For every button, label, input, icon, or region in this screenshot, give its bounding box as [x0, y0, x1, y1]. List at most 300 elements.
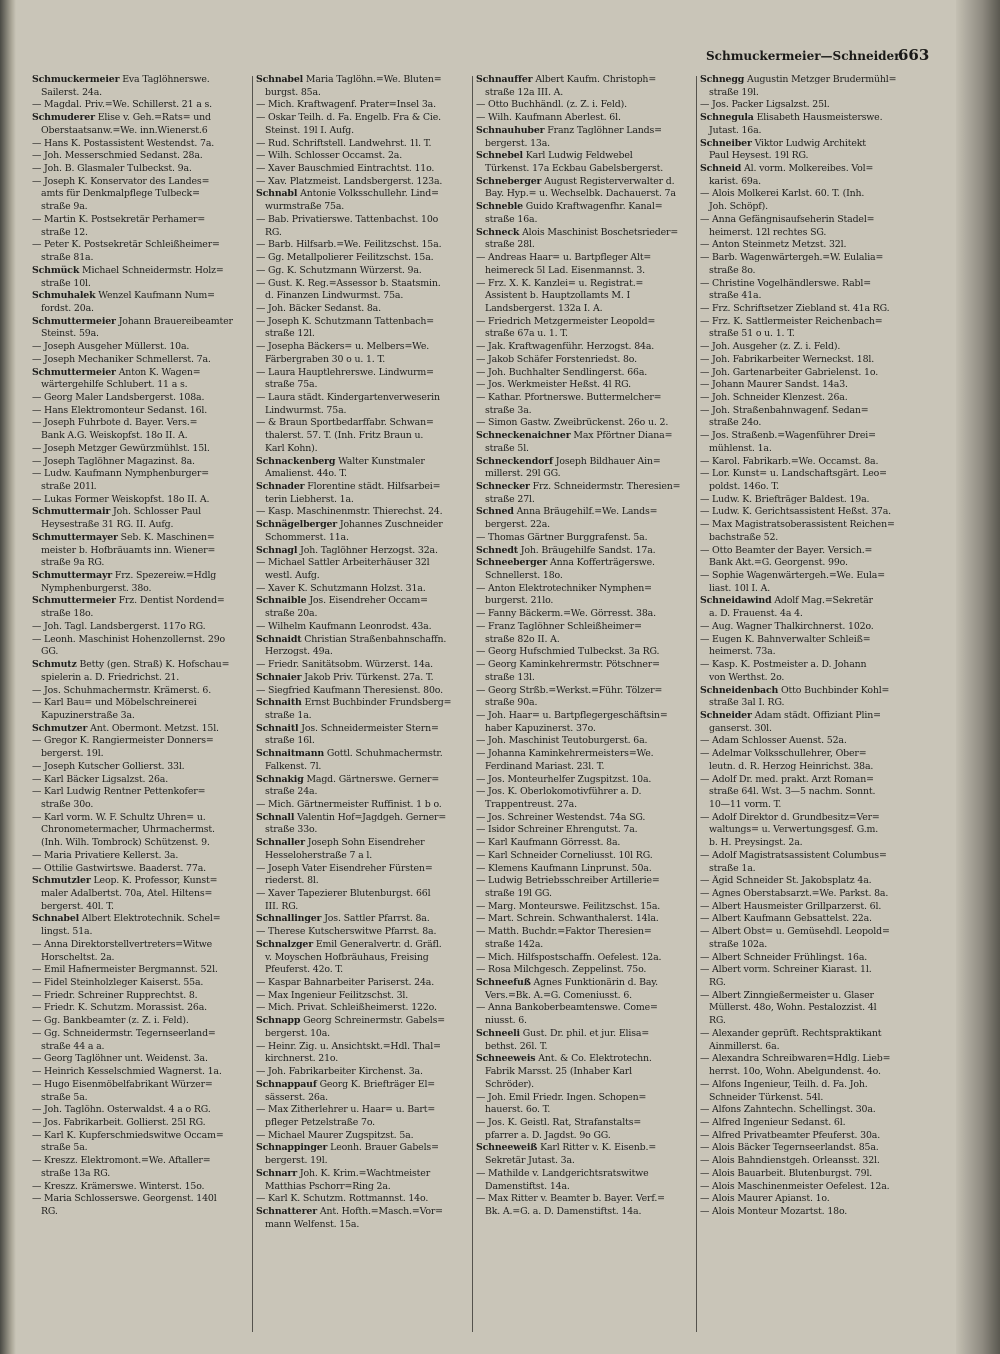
entry-line: — Frz. Schriftsetzer Ziebland st. 41a RG.	[700, 302, 890, 314]
entry-continuation: straße 19l GG.	[485, 888, 552, 899]
directory-entry	[700, 595, 922, 620]
directory-entry	[32, 316, 254, 341]
directory-entry	[700, 379, 922, 392]
entry-line: Schmuckermeier Eva Taglöhnerswe.	[32, 74, 210, 85]
entry-line: Schnaidt Christian Straßenbahnschaffn.	[256, 633, 447, 645]
entry-line: Schnabel Maria Taglöhn.=We. Bluten=	[256, 74, 442, 85]
directory-entry	[32, 494, 254, 507]
entry-continuation: Steinst. 59a.	[41, 328, 99, 340]
directory-entry	[32, 74, 254, 99]
entry-line: — Anton Elektrotechniker Nymphen=	[476, 582, 652, 594]
entry-line: — Karl Kaufmann Görresst. 8a.	[476, 837, 621, 849]
entry-line: — Joseph K. Konservator des Landes=	[32, 175, 210, 187]
entry-line: — Xaver K. Schutzmann Holzst. 31a.	[256, 582, 426, 594]
directory-entry	[700, 1104, 922, 1117]
entry-line: — Karl Bau= und Möbelschreinerei	[32, 697, 197, 709]
entry-continuation: Nymphenburgerst. 38o.	[41, 582, 152, 594]
entry-line: Schnegg Augustin Metzger Brudermühl=	[700, 74, 897, 85]
entry-continuation: straße 16a.	[485, 213, 538, 225]
directory-entry	[32, 1130, 254, 1155]
directory-entry	[256, 99, 478, 112]
entry-line: Schnauffer Albert Kaufm. Christoph=	[476, 74, 657, 85]
directory-entry	[476, 367, 698, 380]
entry-line: — Oskar Teilh. d. Fa. Engelb. Fra & Cie.	[256, 112, 441, 124]
entry-line: — Frz. K. Sattlermeister Reichenbach=	[700, 315, 883, 327]
entry-line: Schnaller Joseph Sohn Eisendreher	[256, 837, 425, 849]
directory-entry	[32, 443, 254, 456]
directory-entry	[700, 468, 922, 493]
entry-line: — Josepha Bäckers= u. Melbers=We.	[256, 341, 430, 353]
directory-entry	[476, 227, 698, 252]
directory-entry	[32, 1193, 254, 1218]
entry-line: — Christine Vogelhändlerswe. Rabl=	[700, 277, 871, 289]
entry-line: — Georg Taglöhner unt. Weidenst. 3a.	[32, 1053, 208, 1065]
directory-entry	[256, 774, 478, 799]
directory-entry	[32, 659, 254, 684]
entry-line: — Emil Hafnermeister Bergmannst. 52l.	[32, 964, 218, 976]
entry-continuation: Assistent b. Hauptzollamts M. I	[485, 290, 631, 302]
entry-line: Schnaier Jakob Priv. Türkenst. 27a. T.	[256, 671, 434, 683]
entry-continuation: Paul Heysest. 19l RG.	[709, 150, 809, 162]
directory-entry	[32, 265, 254, 290]
directory-entry	[32, 1002, 254, 1015]
entry-line: — Mich. Privat. Schleißheimerst. 122o.	[256, 1002, 437, 1014]
entry-line: Schnedt Joh. Bräugehilfe Sandst. 17a.	[476, 544, 656, 556]
directory-entry	[700, 621, 922, 634]
entry-continuation: straße 5a.	[41, 1091, 88, 1103]
entry-continuation: Steinst. 19l I. Aufg.	[265, 124, 354, 136]
directory-entry	[700, 659, 922, 684]
entry-line: — Georg Maler Landsbergerst. 108a.	[32, 391, 205, 403]
directory-entry	[32, 163, 254, 176]
entry-line: Schnatterer Ant. Hofth.=Masch.=Vor=	[256, 1205, 443, 1217]
directory-entry	[32, 1104, 254, 1117]
entry-line: — Mathilde v. Landgerichtsratswitwe	[476, 1167, 649, 1179]
directory-entry	[32, 341, 254, 354]
entry-line: — Joh. Taglöhn. Osterwaldst. 4 a o RG.	[32, 1104, 211, 1116]
directory-entry	[32, 1117, 254, 1130]
entry-line: — Aug. Wagner Thalkirchnerst. 102o.	[700, 620, 874, 632]
directory-entry	[700, 926, 922, 951]
entry-continuation: Kapuzinerstraße 3a.	[41, 709, 135, 721]
entry-line: — Lukas Former Weiskopfst. 18o II. A.	[32, 493, 210, 505]
directory-entry	[256, 456, 478, 481]
directory-entry	[256, 163, 478, 176]
directory-entry	[476, 812, 698, 825]
directory-entry	[476, 456, 698, 481]
entry-continuation: straße 18o.	[41, 608, 94, 620]
entry-line: — Joh. Gartenarbeiter Gabrielenst. 1o.	[700, 366, 879, 378]
directory-entry	[256, 977, 478, 990]
entry-line: — Karol. Fabrikarb.=We. Occamst. 8a.	[700, 455, 879, 467]
entry-continuation: riederst. 8l.	[265, 875, 319, 887]
directory-entry	[476, 875, 698, 900]
directory-entry	[256, 188, 478, 213]
directory-entry	[700, 316, 922, 341]
entry-continuation: heimerst. 12l rechtes SG.	[709, 226, 827, 238]
entry-line: — Adolf Magistratsassistent Columbus=	[700, 849, 887, 861]
entry-line: — Xaver Tapezierer Blutenburgst. 66l	[256, 888, 431, 899]
entry-line: — Alois Maurer Apianst. 1o.	[700, 1193, 830, 1205]
entry-line: — Johanna Kaminkehrermeisters=We.	[476, 748, 654, 760]
entry-continuation: RG.	[709, 977, 726, 989]
entry-line: Schmuttermair Joh. Schlosser Paul	[32, 506, 202, 518]
entry-line: — Georg Kaminkehrermstr. Pötschner=	[476, 659, 660, 671]
entry-line: — Laura Hauptlehrerswe. Lindwurm=	[256, 366, 434, 378]
entry-continuation: meister b. Hofbräuamts inn. Wiener=	[41, 544, 216, 556]
entry-continuation: kirchnerst. 21o.	[265, 1053, 339, 1065]
entry-line: — Karl Schneider Corneliusst. 10l RG.	[476, 849, 653, 861]
directory-entry	[256, 519, 478, 544]
entry-continuation: von Werthst. 2o.	[709, 671, 785, 683]
entry-line: Schmutz Betty (gen. Straß) K. Hofschau=	[32, 659, 230, 671]
directory-entry	[256, 1168, 478, 1193]
entry-line: — Joseph Vater Eisendreher Fürsten=	[256, 862, 433, 874]
directory-entry	[476, 710, 698, 735]
page-number: 663	[898, 46, 930, 64]
entry-line: — Lor. Kunst= u. Landschaftsgärt. Leo=	[700, 468, 887, 480]
entry-line: — Joh. Tagl. Landsbergerst. 117o RG.	[32, 620, 206, 632]
entry-line: — Barb. Wagenwärtergeh.=W. Eulalia=	[700, 252, 884, 264]
directory-entry	[700, 239, 922, 252]
directory-entry	[256, 672, 478, 685]
entry-continuation: burgerst. 21lo.	[485, 595, 554, 607]
directory-entry	[700, 748, 922, 773]
entry-line: Schnecker Frz. Schneidermstr. Theresien=	[476, 481, 681, 492]
entry-line: — Adelmar Volksschullehrer, Ober=	[700, 748, 867, 760]
entry-line: — Ludw. Kaufmann Nymphenburger=	[32, 468, 209, 480]
entry-line: — Jos. K. Oberlokomotivführer a. D.	[476, 786, 642, 798]
entry-line: — Mich. Hilfspostschaffn. Oefelest. 12a.	[476, 951, 662, 963]
directory-entry	[256, 278, 478, 303]
entry-continuation: straße 67a u. 1. T.	[485, 328, 568, 340]
directory-entry	[476, 685, 698, 710]
entry-line: — Agnes Oberstabsarzt.=We. Parkst. 8a.	[700, 888, 889, 899]
page-edge-shadow	[956, 0, 1000, 1354]
directory-entry	[256, 316, 478, 341]
entry-continuation: straße 33o.	[265, 824, 318, 836]
directory-entry	[32, 468, 254, 493]
entry-line: — Jakob Schäfer Forstenriedst. 8o.	[476, 353, 637, 365]
entry-line: — Gg. Metallpolierer Feilitzschst. 15a.	[256, 252, 434, 264]
entry-line: — Martin K. Postsekretär Perhamer=	[32, 213, 206, 225]
entry-continuation: Bk. A.=G. a. D. Damenstiftst. 14a.	[485, 1205, 642, 1217]
entry-line: — Albert Schneider Frühlingst. 16a.	[700, 951, 868, 963]
directory-entry	[476, 112, 698, 125]
directory-entry	[476, 913, 698, 926]
directory-entry	[476, 1053, 698, 1091]
directory-entry	[256, 303, 478, 316]
entry-line: — Albert Kaufmann Gebsattelst. 22a.	[700, 913, 872, 925]
entry-line: Schnapp Georg Schreinermstr. Gabels=	[256, 1015, 446, 1027]
entry-line: — Adolf Dr. med. prakt. Arzt Roman=	[700, 773, 874, 785]
entry-line: — Wilh. Schlosser Occamst. 2a.	[256, 150, 403, 162]
directory-entry	[476, 583, 698, 608]
directory-entry	[476, 659, 698, 684]
directory-column-1	[32, 74, 254, 1334]
directory-entry	[32, 138, 254, 151]
entry-continuation: Pfeuferst. 42o. T.	[265, 964, 343, 976]
entry-continuation: Bay. Hyp.= u. Wechselbk. Dachauerst. 7a	[485, 188, 676, 200]
directory-entry	[700, 303, 922, 316]
directory-entry	[700, 875, 922, 888]
directory-entry	[32, 532, 254, 570]
directory-entry	[700, 112, 922, 137]
directory-entry	[256, 557, 478, 582]
entry-continuation: straße 24a.	[265, 786, 318, 798]
directory-entry	[32, 1079, 254, 1104]
directory-entry	[700, 1053, 922, 1078]
directory-entry	[256, 1066, 478, 1079]
entry-continuation: straße 90a.	[485, 697, 538, 709]
entry-line: — Karl K. Schutzm. Rottmannst. 14o.	[256, 1193, 429, 1205]
directory-entry	[476, 176, 698, 201]
entry-continuation: fordst. 20a.	[41, 302, 94, 314]
directory-entry	[476, 316, 698, 341]
directory-entry	[256, 265, 478, 278]
directory-entry	[256, 392, 478, 417]
directory-entry	[256, 239, 478, 252]
directory-entry	[700, 1117, 922, 1130]
entry-line: — Joseph Kutscher Gollierst. 33l.	[32, 760, 185, 772]
entry-continuation: Müllerst. 48o, Wohn. Pestalozzist. 4l	[709, 1002, 877, 1014]
directory-entry	[256, 926, 478, 939]
entry-continuation: pfarrer a. D. Jagdst. 9o GG.	[485, 1129, 611, 1141]
entry-line: Schnägelberger Johannes Zuschneider	[256, 519, 443, 531]
entry-continuation: straße 13a RG.	[41, 1167, 111, 1179]
entry-line: — Rud. Schriftstell. Landwehrst. 1l. T.	[256, 137, 432, 149]
directory-entry	[32, 112, 254, 137]
directory-entry	[32, 774, 254, 787]
entry-line: Schnaith Ernst Buchbinder Frundsberg=	[256, 697, 452, 709]
directory-entry	[700, 74, 922, 99]
directory-entry	[700, 519, 922, 544]
entry-line: Schnader Florentine städt. Hilfsarbei=	[256, 481, 441, 492]
directory-entry	[700, 99, 922, 112]
directory-entry	[476, 863, 698, 876]
entry-continuation: Oberstaatsanw.=We. inn.Wienerst.6	[41, 124, 208, 136]
entry-line: — Gg. Schneidermstr. Tegernseerland=	[32, 1027, 216, 1039]
entry-line: — Peter K. Postsekretär Schleißheimer=	[32, 239, 220, 251]
entry-line: — Friedr. K. Schutzm. Morassist. 26a.	[32, 1002, 207, 1014]
entry-continuation: leutn. d. R. Herzog Heinrichst. 38a.	[709, 760, 874, 772]
directory-entry	[256, 888, 478, 913]
directory-entry	[256, 621, 478, 634]
entry-line: — Jos. Monteurhelfer Zugspitzst. 10a.	[476, 773, 652, 785]
entry-continuation: Landsbergerst. 132a I. A.	[485, 302, 603, 314]
directory-entry	[256, 634, 478, 659]
directory-entry	[700, 901, 922, 914]
directory-entry	[32, 634, 254, 659]
directory-entry	[700, 990, 922, 1028]
directory-entry	[256, 1130, 478, 1143]
directory-entry	[476, 646, 698, 659]
directory-entry	[256, 799, 478, 812]
entry-line: — Joh. Fabrikarbeiter Kirchenst. 3a.	[256, 1066, 423, 1078]
entry-line: — Alfred Privatbeamter Pfeuferst. 30a.	[700, 1129, 881, 1141]
entry-continuation: bergerst. 13a.	[485, 137, 550, 149]
entry-line: Schneidenbach Otto Buchbinder Kohl=	[700, 684, 890, 696]
entry-continuation: liast. 10l I. A.	[709, 582, 771, 594]
entry-continuation: straße 3al I. RG.	[709, 697, 785, 709]
entry-line: — Therese Kutscherswitwe Pfarrst. 8a.	[256, 926, 437, 938]
directory-entry	[700, 506, 922, 519]
entry-line: — Max Magistratsoberassistent Reichen=	[700, 519, 895, 531]
entry-continuation: herrst. 10o, Wohn. Abelgundenst. 4o.	[709, 1066, 881, 1078]
entry-line: — Alfons Ingenieur, Teilh. d. Fa. Joh.	[700, 1078, 868, 1090]
directory-entry	[476, 748, 698, 773]
directory-entry	[256, 138, 478, 151]
directory-entry	[476, 1117, 698, 1142]
directory-entry	[256, 214, 478, 239]
directory-entry	[700, 1155, 922, 1168]
directory-entry	[256, 1142, 478, 1167]
directory-entry	[476, 341, 698, 354]
entry-continuation: Hesseloherstraße 7 a l.	[265, 849, 373, 861]
directory-entry	[32, 913, 254, 938]
entry-line: — Joseph Metzger Gewürzmühlst. 15l.	[32, 442, 210, 454]
entry-line: — Bab. Privatierswe. Tattenbachst. 10o	[256, 213, 439, 225]
directory-entry	[700, 850, 922, 875]
entry-line: — Klemens Kaufmann Linprunst. 50a.	[476, 862, 652, 874]
entry-continuation: straße 1a.	[265, 709, 312, 721]
entry-continuation: Bank Akt.=G. Georgenst. 99o.	[709, 557, 848, 569]
directory-entry	[32, 786, 254, 811]
entry-line: — Hugo Eisenmöbelfabrikant Würzer=	[32, 1078, 213, 1090]
entry-line: — Anna Gefängnisaufseherin Stadel=	[700, 213, 875, 225]
entry-line: — Joh. Schneider Klenzest. 26a.	[700, 391, 848, 403]
entry-continuation: straße 8o.	[709, 264, 756, 276]
entry-continuation: niusst. 6.	[485, 1015, 527, 1027]
entry-continuation: millerst. 29l GG.	[485, 468, 561, 480]
entry-line: — Karl Ludwig Rentner Pettenkofer=	[32, 786, 206, 798]
entry-line: — Simon Gastw. Zweibrückenst. 26o u. 2.	[476, 417, 669, 429]
entry-continuation: Türkenst. 17a Eckbau Gabelsbergerst.	[485, 163, 664, 175]
entry-continuation: bachstraße 52.	[709, 531, 779, 543]
entry-continuation: pfleger Petzelstraße 7o.	[265, 1116, 375, 1128]
entry-continuation: straße 27l.	[485, 493, 535, 505]
directory-entry	[256, 939, 478, 977]
entry-continuation: Lindwurmst. 75a.	[265, 404, 347, 416]
entry-continuation: heimerst. 73a.	[709, 646, 776, 658]
directory-entry	[256, 1002, 478, 1015]
entry-line: — Joseph Ausgeher Müllerst. 10a.	[32, 341, 190, 353]
directory-entry	[700, 964, 922, 989]
entry-continuation: Karl Kohn).	[265, 442, 318, 454]
directory-entry	[32, 290, 254, 315]
directory-entry	[476, 926, 698, 951]
entry-line: Schmuttermayer Seb. K. Maschinen=	[32, 531, 215, 543]
entry-continuation: Falkenst. 7l.	[265, 760, 322, 772]
entry-continuation: GG.	[41, 646, 59, 658]
entry-line: Schneeberger Anna Kofferträgerswe.	[476, 557, 655, 569]
entry-line: — Xav. Platzmeist. Landsbergerst. 123a.	[256, 175, 443, 187]
entry-line: Schnabl Antonie Volksschullehr. Lind=	[256, 188, 439, 200]
directory-entry	[476, 430, 698, 455]
directory-entry	[32, 1053, 254, 1066]
entry-line: — Mich. Kraftwagenf. Prater=Insel 3a.	[256, 99, 436, 111]
directory-entry	[476, 278, 698, 316]
entry-continuation: straße 1a.	[709, 862, 756, 874]
entry-line: Schneidawind Adolf Mag.=Sekretär	[700, 595, 873, 607]
directory-entry	[700, 341, 922, 354]
directory-entry	[32, 850, 254, 863]
entry-line: — Georg Hufschmied Tulbeckst. 3a RG.	[476, 646, 660, 658]
entry-line: — Sophie Wagenwärtergeh.=We. Eula=	[700, 570, 885, 582]
directory-entry	[476, 1028, 698, 1053]
entry-continuation: waltungs= u. Verwertungsgesf. G.m.	[709, 824, 879, 836]
entry-line: — Joh. Fabrikarbeiter Werneckst. 18l.	[700, 353, 875, 365]
directory-entry	[32, 735, 254, 760]
entry-line: — Albert Obst= u. Gemüsehdl. Leopold=	[700, 926, 890, 938]
directory-entry	[700, 456, 922, 469]
entry-continuation: bergerst. 19l.	[41, 748, 104, 760]
entry-line: — Gg. K. Schutzmann Würzerst. 9a.	[256, 264, 422, 276]
directory-entry	[700, 1168, 922, 1181]
entry-continuation: straße 5a.	[41, 1142, 88, 1154]
entry-line: — Gg. Bankbeamter (z. Z. i. Feld).	[32, 1015, 189, 1027]
directory-entry	[32, 964, 254, 977]
entry-line: Schneiber Viktor Ludwig Architekt	[700, 137, 866, 149]
directory-entry	[700, 1130, 922, 1143]
directory-entry	[32, 939, 254, 964]
entry-line: — Otto Buchhändl. (z. Z. i. Feld).	[476, 99, 627, 111]
entry-line: — Joh. Maschinist Teutoburgerst. 6a.	[476, 735, 648, 747]
directory-entry	[256, 150, 478, 163]
entry-continuation: Chronometermacher, Uhrmachermst.	[41, 824, 215, 836]
entry-line: — & Braun Sportbedarffabr. Schwan=	[256, 417, 434, 429]
entry-line: — Maria Schlosserswe. Georgenst. 140l	[32, 1193, 217, 1205]
entry-line: — Eugen K. Bahnverwalter Schleiß=	[700, 633, 871, 645]
entry-continuation: straße 102a.	[709, 938, 768, 950]
entry-continuation: Heysestraße 31 RG. II. Aufg.	[41, 519, 174, 531]
entry-line: Schneckenaichner Max Pförtner Diana=	[476, 430, 673, 442]
directory-entry	[256, 837, 478, 862]
directory-entry	[32, 392, 254, 405]
entry-continuation: haber Kapuzinerst. 37o.	[485, 722, 596, 734]
directory-entry	[476, 786, 698, 811]
entry-line: Schmuhalek Wenzel Kaufmann Num=	[32, 290, 215, 302]
entry-line: — Jos. Schuhmachermstr. Krämerst. 6.	[32, 684, 212, 696]
entry-continuation: straße 13l.	[485, 671, 535, 683]
entry-line: — Joseph Taglöhner Magazinst. 8a.	[32, 455, 195, 467]
entry-continuation: thalerst. 57. T. (Inh. Fritz Braun u.	[265, 430, 424, 442]
entry-line: Schmutzer Ant. Obermont. Metzst. 15l.	[32, 722, 219, 734]
entry-continuation: Färbergraben 30 o u. 1. T.	[265, 353, 386, 365]
directory-entry	[476, 125, 698, 150]
entry-continuation: a. D. Frauenst. 4a 4.	[709, 608, 803, 620]
entry-line: — Joseph Fuhrbote d. Bayer. Vers.=	[32, 417, 198, 429]
entry-line: — Friedr. Sanitätsobm. Würzerst. 14a.	[256, 659, 434, 671]
entry-continuation: Damenstiftst. 14a.	[485, 1180, 570, 1192]
entry-line: — Joh. B. Glasmaler Tulbeckst. 9a.	[32, 163, 192, 175]
entry-line: — Max Ritter v. Beamter b. Bayer. Verf.=	[476, 1193, 665, 1205]
entry-continuation: d. Finanzen Lindwurmst. 75a.	[265, 290, 404, 302]
entry-continuation: bergerst. 19l.	[265, 1155, 328, 1167]
entry-line: — Kasp. K. Postmeister a. D. Johann	[700, 659, 867, 671]
directory-entry	[256, 545, 478, 558]
entry-continuation: v. Moyschen Hofbräuhaus, Freising	[265, 951, 429, 963]
entry-line: — Adolf Direktor d. Grundbesitz=Ver=	[700, 811, 880, 823]
directory-entry	[476, 964, 698, 977]
entry-line: — Heinr. Zig. u. Ansichtskt.=Hdl. Thal=	[256, 1040, 441, 1052]
entry-continuation: straße 142a.	[485, 938, 544, 950]
entry-line: — Heinrich Kesselschmied Wagnerst. 1a.	[32, 1066, 222, 1078]
directory-entry	[32, 977, 254, 990]
entry-continuation: wurmstraße 75a.	[265, 201, 345, 213]
entry-continuation: spielerin a. D. Friedrichst. 21.	[41, 671, 180, 683]
entry-continuation: straße 24o.	[709, 417, 762, 429]
